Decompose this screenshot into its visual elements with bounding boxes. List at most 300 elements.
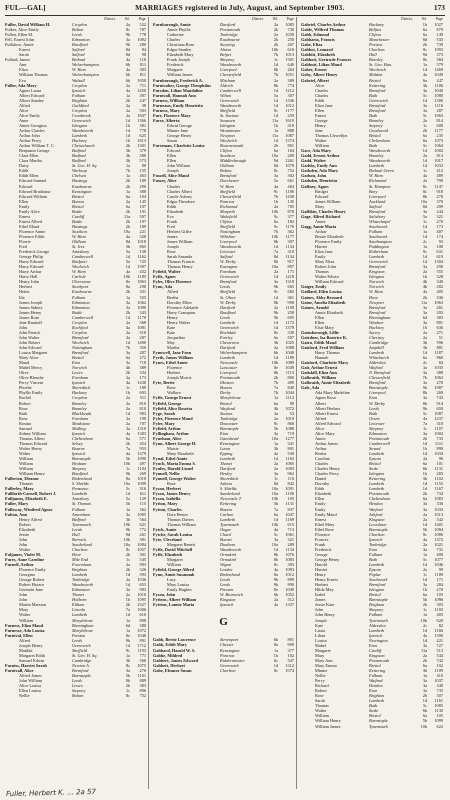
- entry-volume: 2a: [422, 178, 427, 184]
- entry-name: John: [19, 536, 28, 542]
- entry-name: Alfred Edward: [315, 420, 341, 426]
- entry-district: Shepney: [369, 425, 384, 431]
- entry-district: Tynemouth: [72, 521, 91, 527]
- entry-page: 1167: [434, 486, 443, 492]
- entry-volume: 10a: [123, 228, 130, 234]
- entry-district: Belfast: [369, 27, 381, 33]
- entry-volume: 1d: [273, 319, 278, 325]
- entry-name: Gabe, Eliza: [301, 42, 323, 48]
- entry-name: Fullerton, Eleanor: [5, 476, 39, 482]
- entry-page: 544: [436, 652, 443, 658]
- entry-district: Selsey: [72, 440, 83, 446]
- entry-district: Hull: [72, 531, 80, 537]
- entry-page: 1087: [434, 385, 443, 391]
- entry-name: Herbert: [167, 370, 181, 376]
- entry-name: Gaines, Arnold: [301, 304, 329, 310]
- entry-page: 542: [436, 516, 443, 522]
- entry-district: Hackney: [369, 324, 385, 330]
- entry-district: Newport: [220, 133, 235, 139]
- entry-page: 1438: [285, 193, 294, 199]
- entry-volume: 6a: [125, 193, 130, 199]
- entry-volume: 1b: [422, 324, 427, 330]
- entry-volume: 4a: [273, 526, 278, 532]
- entry-page: 1277: [285, 435, 294, 441]
- entry-volume: 1d: [422, 481, 427, 487]
- entry-district: Lambeth: [72, 491, 88, 497]
- entry-district: Clifton: [220, 148, 232, 154]
- entry-name: Mary Emma: [315, 662, 337, 668]
- entry-volume: 2a: [125, 102, 130, 108]
- entry-volume: 6a: [422, 77, 427, 83]
- entry-volume: 8d: [125, 52, 130, 58]
- entry-name: Gadd, Ernest Arthur: [301, 153, 340, 159]
- entry-district: Shepney: [220, 57, 235, 63]
- entry-name: Walter Henry: [19, 445, 43, 451]
- entry-name: Furnesse, Ada Louisa: [5, 627, 45, 633]
- entry-name: Fynley, Harold Lionel: [153, 466, 194, 472]
- entry-page: 787: [139, 27, 146, 33]
- entry-name: Charles: [315, 87, 329, 93]
- entry-page: 293: [436, 309, 443, 315]
- entry-volume: 7a: [422, 420, 427, 426]
- entry-page: 1134: [285, 244, 294, 250]
- entry-district: Penzance: [72, 486, 89, 492]
- entry-name: Gabe, Eleanor Susan: [153, 667, 192, 673]
- entry-district: Norwich: [72, 365, 87, 371]
- entry-volume: 1d: [422, 450, 427, 456]
- entry-page: 790: [436, 178, 443, 184]
- entry-page: 270: [436, 193, 443, 199]
- entry-name: Fyfield, George Alfred: [153, 567, 195, 573]
- entry-volume: 10b: [271, 360, 278, 366]
- entry-volume: 3a: [422, 87, 427, 93]
- entry-district: Lancaster: [220, 365, 238, 371]
- entry-district: Eton: [220, 430, 229, 436]
- entry-volume: 11a: [271, 117, 278, 123]
- entry-district: Wiltshire: [220, 233, 236, 239]
- page-title: MARRIAGES registered in July, August, and September 1903.: [135, 3, 345, 12]
- entry-volume: 3a: [422, 678, 427, 684]
- entry-name: Harry Edward: [19, 259, 44, 265]
- entry-page: 1847: [137, 112, 146, 118]
- entry-district: Thanet: [220, 461, 232, 467]
- entry-volume: 9c: [273, 213, 278, 219]
- entry-volume: 9d: [273, 158, 278, 164]
- entry-name: Olive Blanche: [19, 375, 44, 381]
- entry-district: Rochford: [72, 324, 88, 330]
- entry-volume: 5b: [125, 673, 130, 679]
- entry-page: 555: [436, 269, 443, 275]
- entry-district: Wandsworth: [220, 62, 242, 68]
- entry-page: 321: [287, 536, 294, 542]
- entry-name: Furse, Alberta: [153, 117, 180, 123]
- entry-volume: 1a: [125, 627, 130, 633]
- entry-name: Harriet: [315, 244, 328, 250]
- entry-volume: 9b: [125, 637, 130, 643]
- entry-page: 1134: [285, 254, 294, 260]
- entry-volume: 7b: [273, 380, 278, 386]
- entry-volume: 1d: [273, 324, 278, 330]
- entry-page: 1318: [285, 279, 294, 285]
- entry-district: Kettering: [369, 82, 386, 88]
- entry-name: Gaisford, Charlotte Mary: [301, 360, 349, 366]
- entry-district: Hove: [72, 551, 82, 557]
- entry-volume: 8e: [125, 279, 130, 285]
- entry-volume: 8b: [273, 259, 278, 265]
- entry-name: Fynn, Albert George H.: [153, 440, 197, 446]
- entry-page: 711: [139, 82, 146, 88]
- entry-volume: 9b: [273, 284, 278, 290]
- entry-district: Shoreditch: [220, 476, 239, 482]
- entry-page: 616: [287, 47, 294, 53]
- entry-name: Dora Hester: [167, 511, 188, 517]
- entry-page: 730: [287, 27, 294, 33]
- entry-district: W. Derby: [220, 259, 237, 265]
- entry-volume: 3a: [125, 299, 130, 305]
- entry-page: 454: [139, 440, 146, 446]
- entry-volume: 9c: [422, 249, 427, 255]
- entry-page: 1086: [434, 531, 443, 537]
- entry-volume: 1d: [273, 62, 278, 68]
- entry-name: John Patrick: [19, 329, 41, 335]
- entry-name: Fynes, Ethel Annie: [153, 360, 188, 366]
- entry-district: Woolwich: [72, 264, 89, 270]
- entry-district: Tynemouth: [220, 521, 239, 527]
- entry-volume: 10a: [271, 153, 278, 159]
- entry-district: Bristol: [369, 133, 381, 139]
- entry-page: 107: [139, 203, 146, 209]
- entry-page: 742: [436, 657, 443, 663]
- entry-volume: 2b: [125, 440, 130, 446]
- entry-page: 1079: [285, 163, 294, 169]
- entry-district: Brighton: [369, 693, 385, 699]
- entry-district: Shepney: [72, 466, 87, 472]
- entry-district: Surrey: [369, 329, 381, 335]
- entry-name: Fuller, Mary: [5, 501, 29, 507]
- entry-district: Amersham: [72, 511, 91, 517]
- entry-page: 145: [287, 198, 294, 204]
- entry-name: Thomas Llewellyn: [315, 133, 348, 139]
- entry-page: 102: [436, 662, 443, 668]
- entry-name: Fyllingham, Arthur: [153, 430, 190, 436]
- entry-volume: 1d: [125, 133, 130, 139]
- entry-volume: 8c: [422, 47, 427, 53]
- entry-name: Furnell, Arthur: [5, 562, 34, 568]
- entry-district: Brentford: [369, 309, 386, 315]
- entry-district: Liverpool: [220, 370, 237, 376]
- entry-page: 1095: [137, 597, 146, 603]
- entry-page: 1161: [434, 698, 443, 704]
- entry-page: 743: [436, 395, 443, 401]
- entry-volume: 1a: [125, 92, 130, 98]
- entry-page: 653: [139, 582, 146, 588]
- entry-name: Fyffe, Elizabeth: [153, 551, 183, 557]
- entry-district: Lambeth: [369, 163, 385, 169]
- entry-volume: 3b: [273, 339, 278, 345]
- entry-volume: 9b: [273, 582, 278, 588]
- entry-volume: 1c: [125, 688, 130, 694]
- entry-name: Henry: [315, 572, 326, 578]
- entry-volume: 7b: [273, 193, 278, 199]
- entry-name: Kate: [167, 329, 176, 335]
- entry-district: Brentford: [369, 264, 386, 270]
- entry-page: 259: [287, 112, 294, 118]
- entry-page: 810: [139, 400, 146, 406]
- entry-name: William Henry: [315, 718, 341, 724]
- entry-name: Gabb, Edith Mary: [153, 642, 188, 648]
- entry-page: 377: [287, 213, 294, 219]
- entry-district: Eastbourne: [72, 289, 92, 295]
- entry-district: Greenwich: [369, 259, 388, 265]
- entry-district: Tonbridge: [220, 32, 238, 38]
- entry-name: Dorothy Ellen: [167, 299, 192, 305]
- entry-district: Greenwich: [220, 324, 239, 330]
- entry-district: Islington: [369, 471, 385, 477]
- entry-volume: 3a: [422, 506, 427, 512]
- entry-page: 545: [139, 556, 146, 562]
- entry-name: John: [19, 597, 28, 603]
- entry-volume: 2c: [422, 360, 427, 366]
- entry-page: 621: [139, 521, 146, 527]
- entry-name: Mary Eliza: [315, 259, 335, 265]
- entry-page: 270: [436, 218, 443, 224]
- entry-district: Cambridge: [369, 339, 389, 345]
- entry-district: Wandsworth: [220, 546, 242, 552]
- entry-district: Epsom: [369, 456, 381, 462]
- entry-name: Gabbett, Herbert: [153, 662, 185, 668]
- entry-page: 1090: [137, 456, 146, 462]
- entry-page: 596: [436, 339, 443, 345]
- entry-name: Harriet: [315, 567, 328, 573]
- entry-district: Woolwich: [369, 67, 386, 73]
- entry-district: Manchester: [369, 37, 390, 43]
- entry-page: 695: [287, 314, 294, 320]
- entry-district: Chertsey: [369, 334, 385, 340]
- entry-volume: 1d: [273, 244, 278, 250]
- entry-district: Ulverstone: [72, 279, 91, 285]
- entry-volume: 9b: [273, 314, 278, 320]
- entry-name: Robert: [19, 521, 31, 527]
- entry-page: 1083: [434, 496, 443, 502]
- entry-district: Lambeth: [369, 627, 385, 633]
- entry-district: Camberwell: [72, 254, 94, 260]
- entry-page: 331: [139, 289, 146, 295]
- entry-district: Epping: [220, 450, 233, 456]
- entry-page: 276: [139, 668, 146, 673]
- entry-page: 888: [287, 127, 294, 133]
- entry-volume: 2a: [125, 329, 130, 335]
- entry-page: 1169: [285, 516, 294, 522]
- entry-district: Eton: [72, 360, 81, 366]
- entry-name: Gaines, Abby Bernard: [301, 294, 343, 300]
- entry-district: Rotherham: [369, 249, 389, 255]
- entry-district: Thanet: [72, 592, 84, 598]
- entry-name: Gabriel, Charles Arthur: [301, 22, 346, 27]
- entry-volume: 7b: [273, 72, 278, 78]
- entry-district: Hendon: [369, 683, 383, 689]
- entry-name: Annie Elizabeth: [315, 309, 343, 315]
- entry-volume: 6a: [273, 400, 278, 406]
- entry-name: Mary Louisa: [167, 582, 190, 588]
- entry-volume: 8b: [422, 193, 427, 199]
- entry-name: Charles: [315, 461, 329, 467]
- entry-district: Farnham: [220, 269, 236, 275]
- entry-district: Lambeth: [72, 133, 88, 139]
- entry-district: Chorlton: [72, 546, 88, 552]
- entry-name: Jacqueline: [167, 334, 186, 340]
- entry-volume: 6a: [125, 435, 130, 441]
- entry-name: Mabel: [315, 642, 326, 648]
- entry-district: Ipswich: [369, 632, 383, 638]
- entry-district: St. Geo. H. Sq.: [72, 163, 98, 169]
- entry-name: Florence Edith: [19, 233, 45, 239]
- entry-volume: 1b: [422, 22, 427, 27]
- entry-volume: 8a: [125, 284, 130, 290]
- entry-page: 1085: [285, 22, 294, 27]
- entry-page: 1012: [285, 102, 294, 108]
- entry-page: 1147: [434, 183, 443, 189]
- entry-volume: 4a: [125, 450, 130, 456]
- entry-page: 512: [287, 597, 294, 603]
- entry-page: 1017: [434, 158, 443, 164]
- entry-volume: 10a: [123, 541, 130, 547]
- entry-page: 1050: [137, 77, 146, 83]
- entry-volume: 8b: [273, 370, 278, 376]
- entry-name: Nellie: [19, 693, 30, 699]
- entry-name: Furneaux, Emily Henrietta: [153, 102, 203, 108]
- entry-district: St. Geo. Han.: [369, 62, 393, 68]
- entry-district: Bromley: [72, 405, 87, 411]
- column-header-vol: Vol.: [272, 17, 278, 21]
- entry-district: Orsett: [369, 415, 380, 421]
- entry-page: 1312: [285, 662, 294, 668]
- entry-volume: 2a: [125, 425, 130, 431]
- entry-page: 198: [139, 415, 146, 421]
- entry-name: Walter: [19, 546, 31, 552]
- header-range: FUL—GAL]: [5, 3, 46, 12]
- entry-district: Norwich: [369, 284, 384, 290]
- entry-volume: 1c: [422, 122, 427, 128]
- entry-page: 80: [141, 163, 146, 169]
- entry-district: Woolwich: [220, 138, 237, 144]
- entry-district: Chesterton: [220, 339, 239, 345]
- entry-volume: 1d: [125, 410, 130, 416]
- entry-volume: 3a: [125, 360, 130, 366]
- entry-name: Mary Elizabeth: [167, 450, 194, 456]
- entry-district: Kidderminster: [220, 657, 245, 663]
- entry-page: 619: [436, 254, 443, 260]
- entry-volume: 3a: [125, 37, 130, 43]
- entry-page: 350: [139, 345, 146, 350]
- entry-volume: 2a: [273, 415, 278, 421]
- entry-district: Fulham: [369, 551, 383, 557]
- entry-name: Thomas Francis: [167, 259, 195, 265]
- entry-name: Furnivall, Alice: [5, 668, 34, 673]
- entry-page: 1002: [434, 148, 443, 154]
- entry-page: 328: [139, 233, 146, 239]
- entry-district: Hackney: [72, 138, 88, 144]
- entry-district: Hull: [369, 52, 377, 58]
- entry-page: 105: [436, 713, 443, 719]
- entry-page: 328: [436, 274, 443, 280]
- entry-volume: 2b: [422, 42, 427, 48]
- entry-page: 287: [139, 334, 146, 340]
- entry-volume: 6b: [273, 637, 278, 643]
- entry-volume: 2a: [273, 304, 278, 310]
- entry-volume: 1d: [422, 223, 427, 229]
- entry-volume: 2a: [125, 375, 130, 381]
- entry-page: 283: [436, 471, 443, 477]
- entry-district: Marylebone: [72, 627, 93, 633]
- entry-district: Edmonton: [369, 430, 387, 436]
- entry-district: N. Brentford: [369, 370, 391, 376]
- entry-volume: 1d: [422, 521, 427, 527]
- entry-volume: 1d: [273, 662, 278, 668]
- entry-name: Joseph: [315, 617, 327, 623]
- entry-district: Greenwich: [220, 274, 239, 280]
- entry-district: Bolton: [220, 168, 232, 174]
- entry-volume: 6a: [422, 496, 427, 502]
- entry-page: 290: [436, 264, 443, 270]
- entry-volume: 6b: [422, 708, 427, 714]
- entry-page: 101: [436, 461, 443, 467]
- entry-district: Kensington: [220, 647, 240, 653]
- entry-name: John Henry: [315, 612, 335, 618]
- entry-volume: 3b: [422, 339, 427, 345]
- entry-volume: 1d: [422, 233, 427, 239]
- page-header: [5, 3, 445, 16]
- entry-name: Wallace: [167, 390, 181, 396]
- entry-name: Gaby, Albert Henry: [301, 72, 338, 78]
- entry-page: 1040: [434, 87, 443, 93]
- entry-volume: 11a: [420, 299, 427, 305]
- entry-name: Edward: [167, 148, 181, 154]
- entry-page: 1096: [434, 597, 443, 603]
- entry-name: Henry: [167, 314, 178, 320]
- entry-name: Fyson, James Henry: [153, 491, 191, 497]
- entry-volume: 6d: [125, 622, 130, 628]
- entry-name: Fyte, Cleveland: [153, 536, 182, 542]
- entry-page: 608: [436, 122, 443, 128]
- entry-name: Ada Mary Madeline: [315, 390, 350, 396]
- entry-volume: 2a: [273, 269, 278, 275]
- entry-name: Fyttens, Albert William: [153, 597, 197, 603]
- entry-page: 282: [436, 284, 443, 290]
- entry-name: Sarah: [315, 698, 325, 704]
- entry-page: 489: [287, 380, 294, 386]
- entry-volume: 4a: [125, 233, 130, 239]
- entry-name: George: [315, 117, 328, 123]
- entry-district: Leicester: [220, 249, 236, 255]
- entry-page: 189: [139, 223, 146, 229]
- entry-page: 129: [139, 496, 146, 502]
- entry-page: 1212: [285, 87, 294, 93]
- entry-district: Holborn: [72, 597, 87, 603]
- entry-name: Fyler, Mary: [153, 420, 175, 426]
- entry-page: 1099: [137, 481, 146, 487]
- entry-page: 99: [438, 567, 443, 573]
- entry-page: 1170: [137, 314, 146, 320]
- column-header-page: Page: [138, 17, 146, 21]
- entry-name: Benjamin George: [19, 148, 50, 154]
- entry-volume: 5c: [422, 92, 427, 98]
- entry-page: 105: [287, 496, 294, 502]
- entry-name: Gabbitt, Elizabeth: [301, 52, 335, 58]
- entry-page: 1111: [434, 440, 443, 446]
- entry-page: 1383: [137, 430, 146, 436]
- entry-district: Wandsworth: [220, 102, 242, 108]
- entry-district: Lewes: [72, 370, 83, 376]
